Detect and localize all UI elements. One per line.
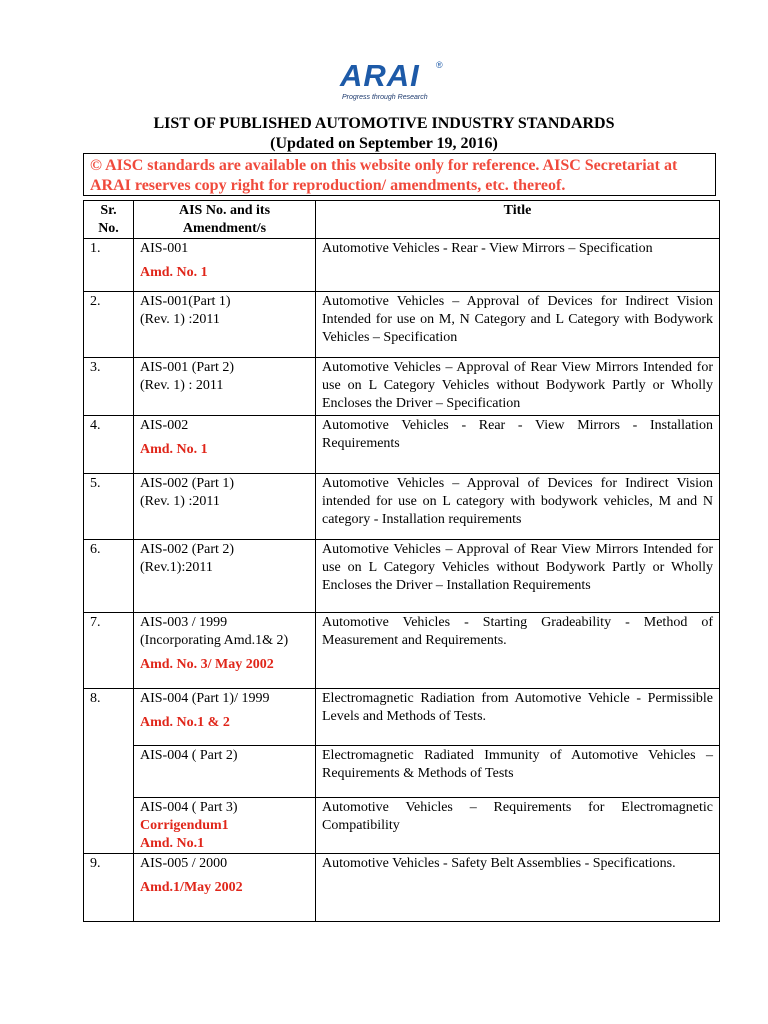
ais-number: (Rev.1):2011 [140, 560, 213, 575]
ais-no-cell [134, 239, 316, 292]
table-row [84, 292, 720, 358]
table-header-row [84, 201, 720, 239]
ais-number: AIS-001(Part 1) [140, 294, 231, 309]
ais-number: AIS-005 / 2000 [140, 856, 228, 871]
title-cell: Automotive Vehicles - Rear - View Mirrors – Specification [316, 239, 720, 292]
ais-number: (Rev. 1) :2011 [140, 312, 220, 327]
ais-no-cell [134, 540, 316, 613]
table-row [84, 746, 720, 798]
table-row [84, 239, 720, 292]
header-sr-line-1: Sr. [100, 203, 117, 218]
table-row [84, 474, 720, 540]
title-cell: Automotive Vehicles - Safety Belt Assemblies - Specifications. [316, 854, 720, 922]
ais-number: AIS-002 (Part 2) [140, 542, 235, 557]
ais-number: (Incorporating Amd.1& 2) [140, 633, 289, 648]
sr-no-cell: 1. [84, 239, 134, 292]
ais-no-cell [134, 292, 316, 358]
ais-no-cell [134, 746, 316, 798]
title-cell: Automotive Vehicles – Requirements for Electromagnetic Compatibility [316, 798, 720, 854]
sr-no-cell: 7. [84, 613, 134, 689]
ais-number: AIS-001 (Part 2) [140, 360, 235, 375]
title-cell: Automotive Vehicles - Rear - View Mirrors - Installation Requirements [316, 416, 720, 474]
notice-line-2: ARAI reserves copy right for reproduction/ amendments, etc. thereof. [90, 177, 566, 194]
title-cell: Automotive Vehicles – Approval of Devices for Indirect Vision intended for use on L category with bodywork vehicles, M and N category - Installation requirements [316, 474, 720, 540]
ais-number: (Rev. 1) :2011 [140, 494, 220, 509]
header-ais-no [134, 201, 316, 239]
header-title: Title [316, 201, 720, 239]
standards-table [83, 200, 720, 922]
registered-mark: ® [436, 60, 443, 70]
ais-number: AIS-001 [140, 241, 189, 256]
amendment-label: Amd.1/May 2002 [140, 880, 243, 895]
title-cell: Automotive Vehicles – Approval of Devices for Indirect Vision Intended for use on M, N Category and L Category with Bodywork Vehicles – Specification [316, 292, 720, 358]
table-row [84, 540, 720, 613]
sr-no-cell: 8. [84, 689, 134, 854]
amendment-label: Amd. No. 3/ May 2002 [140, 657, 274, 672]
update-date: (Updated on September 19, 2016) [270, 135, 498, 152]
document-title: LIST OF PUBLISHED AUTOMOTIVE INDUSTRY STANDARDS [153, 115, 615, 132]
sr-no-cell: 3. [84, 358, 134, 416]
ais-number: AIS-002 [140, 418, 189, 433]
title-cell: Automotive Vehicles – Approval of Rear View Mirrors Intended for use on L Category Vehicles without Bodywork Partly or Wholly Encloses the Driver – Specification [316, 358, 720, 416]
header-ais-line-2: Amendment/s [182, 221, 267, 236]
amendment-label: Amd. No.1 [140, 836, 205, 851]
table-row [84, 689, 720, 746]
table-row [84, 416, 720, 474]
title-cell: Electromagnetic Radiation from Automotive Vehicle - Permissible Levels and Methods of Tests. [316, 689, 720, 746]
amendment-label: Amd. No.1 & 2 [140, 715, 230, 730]
sr-no-cell: 5. [84, 474, 134, 540]
table-row [84, 613, 720, 689]
ais-number: AIS-004 ( Part 3) [140, 800, 238, 815]
logo-brand: ARAI [340, 58, 420, 93]
arai-logo [340, 58, 450, 106]
ais-number: (Rev. 1) : 2011 [140, 378, 224, 393]
ais-no-cell [134, 798, 316, 854]
header-sr-line-2: No. [98, 221, 119, 236]
notice-line-1: © AISC standards are available on this website only for reference. AISC Secretariat at [90, 157, 678, 174]
sr-no-cell: 6. [84, 540, 134, 613]
ais-no-cell [134, 416, 316, 474]
amendment-label: Amd. No. 1 [140, 265, 208, 280]
ais-no-cell [134, 358, 316, 416]
ais-no-cell [134, 854, 316, 922]
table-row [84, 358, 720, 416]
ais-number: AIS-004 (Part 1)/ 1999 [140, 691, 270, 706]
copyright-notice [83, 153, 716, 196]
ais-no-cell [134, 689, 316, 746]
sr-no-cell: 9. [84, 854, 134, 922]
ais-number: AIS-004 ( Part 2) [140, 748, 238, 763]
title-cell: Electromagnetic Radiated Immunity of Automotive Vehicles – Requirements & Methods of Tests [316, 746, 720, 798]
ais-no-cell [134, 613, 316, 689]
title-cell: Automotive Vehicles – Approval of Rear View Mirrors Intended for use on L Category Vehicles without Bodywork Partly or Wholly Encloses the Driver – Installation Requirements [316, 540, 720, 613]
amendment-label: Corrigendum1 [140, 818, 229, 833]
sr-no-cell: 2. [84, 292, 134, 358]
ais-no-cell [134, 474, 316, 540]
amendment-label: Amd. No. 1 [140, 442, 208, 457]
title-cell: Automotive Vehicles - Starting Gradeability - Method of Measurement and Requirements. [316, 613, 720, 689]
ais-number: AIS-002 (Part 1) [140, 476, 235, 491]
logo-tagline: Progress through Research [342, 94, 428, 101]
table-row [84, 854, 720, 922]
header-sr-no [84, 201, 134, 239]
sr-no-cell: 4. [84, 416, 134, 474]
ais-number: AIS-003 / 1999 [140, 615, 228, 630]
table-row [84, 798, 720, 854]
header-ais-line-1: AIS No. and its [178, 203, 271, 218]
